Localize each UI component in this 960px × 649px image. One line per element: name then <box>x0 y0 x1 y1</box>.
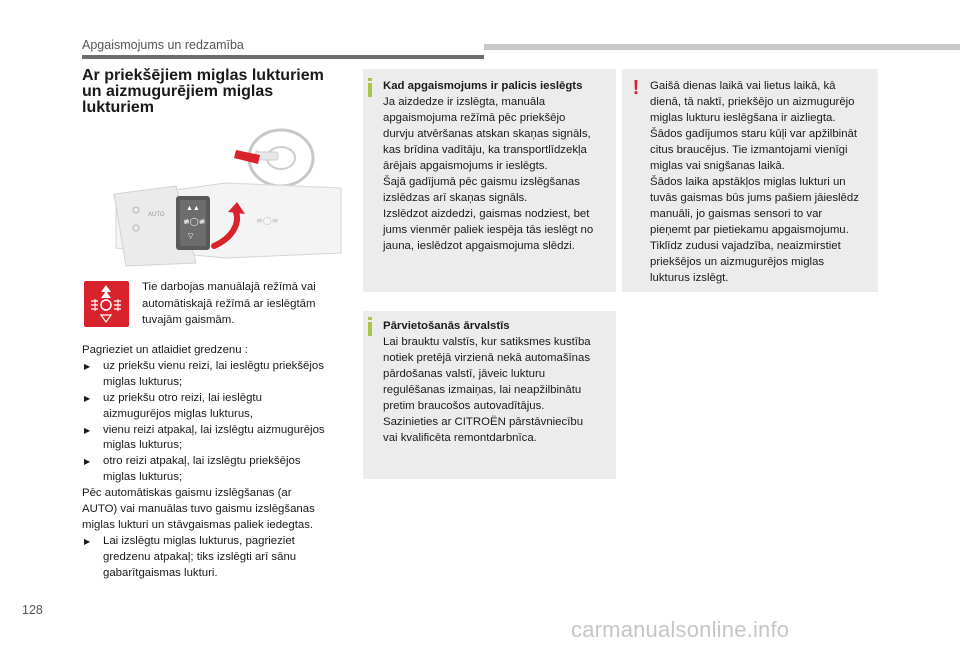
paragraph-line: miglas lukturi un stāvgaismas paliek iedegtas. <box>82 518 314 531</box>
instructions-body <box>82 343 354 582</box>
paragraph-line: AUTO) vai manuālas tuvo gaismu izslēgšanas <box>82 503 315 516</box>
square-arrow-bullet-icon: ▶ <box>84 393 91 403</box>
heading-line: Ar priekšējiem miglas lukturiem <box>82 67 324 84</box>
page-heading <box>82 68 352 116</box>
svg-text:≢◯≢: ≢◯≢ <box>183 217 206 226</box>
info-icon-bar <box>368 83 372 97</box>
info-box-title: Pārvietošanās ārvalstīs <box>383 320 510 332</box>
square-arrow-bullet-icon: ▶ <box>84 457 91 467</box>
info-icon <box>368 78 372 81</box>
square-arrow-bullet-icon: ▶ <box>84 536 91 546</box>
list-item: ▶ uz priekšu otro reizi, lai ieslēgtu aizmugurējos miglas lukturus, <box>84 391 262 420</box>
fog-lights-icon <box>84 281 129 327</box>
section-title: Apgaismojums un redzamība <box>82 38 244 52</box>
header-rule-light <box>484 44 960 50</box>
page-number: 128 <box>22 603 43 617</box>
header-rule-dark <box>82 55 484 59</box>
info-icon-bar <box>368 322 372 336</box>
info-box-2-text: Pārvietošanās ārvalstīs Lai brauktu valstīs, kur satiksmes kustība notiek pretējā virzienā nekā automašīnas pārdošanas valstī, jāveic lukturu regulēšanas izmaiņas, lai neapžilbinātu pretim braucošos autovadītājus. Sazinieties ar CITROËN pārstāvniecību vai kvalificēta remontdarbnīca. <box>383 320 591 444</box>
stalk-auto-label: AUTO <box>148 212 165 218</box>
list-item: ▶ uz priekšu vienu reizi, lai ieslēgtu priekšējos miglas lukturus; <box>84 359 324 388</box>
square-arrow-bullet-icon: ▶ <box>84 361 91 371</box>
tip-line: tuvajām gaismām. <box>142 314 235 327</box>
lighting-stalk-illustration <box>106 128 351 268</box>
paragraph-line: Pēc automātiskas gaismu izslēgšanas (ar <box>82 487 292 500</box>
square-arrow-bullet-icon: ▶ <box>84 425 91 435</box>
list-item: ▶ Lai izslēgtu miglas lukturus, pagrieziet gredzenu atpakaļ; tiks izslēgti arī sānu gabarītgaismas lukturi. <box>84 534 297 579</box>
exclamation-icon: ! <box>632 77 640 99</box>
watermark: carmanualsonline.info <box>571 617 790 642</box>
tip-line: automātiskajā režīmā ar ieslēgtām <box>142 297 316 310</box>
heading-line: un aizmugurējiem miglas <box>82 83 274 100</box>
info-box-1-text: Kad apgaismojums ir palicis ieslēgts Ja aizdedze ir izslēgta, manuāla apgaismojuma režīmā pēc priekšējo durvju atvēršanas atskan skaņas signāls, kas brīdina vadītāju, ka transportlīdzekļa ārējais apgaismojums ir ieslēgts. Šajā gadījumā pēc gaismu izslēgšanas izslēdzas arī skaņas signāls. Izslēdzot aizdedzi, gaismas nodziest, bet jums vienmēr paliek iespēja tās ieslēgt no jauna, ieslēdzot apgaismojuma slēdzi. <box>383 80 594 252</box>
fog-lights-tip <box>142 279 352 329</box>
svg-text:▲▲: ▲▲ <box>186 205 200 212</box>
instructions-intro: Pagrieziet un atlaidiet gredzenu : <box>82 344 248 356</box>
list-item: ▶ otro reizi atpakaļ, lai izslēgtu priekšējos miglas lukturus; <box>84 455 301 484</box>
warning-box-text: Gaišā dienas laikā vai lietus laikā, kā dienā, tā naktī, priekšējo un aizmugurējo miglas lukturu ieslēgšana ir aizliegta. Šādos gadījumos staru kūļi var apžilbināt citus braucējus. Tie izmantojami vienīgi miglas vai snigšanas laikā. Šādos laika apstākļos miglas lukturi un tuvās gaismas būs jums pašiem jāieslēdz manuāli, jo gaismas sensori to var pieņemt par pietiekamu apgaismojumu. Tiklīdz zudusi vajadzība, neaizmirstiet priekšējos un aizmugurējos miglas lukturus izslēgt. <box>650 80 859 284</box>
svg-text:≡◯≡: ≡◯≡ <box>256 216 279 225</box>
svg-text:▽: ▽ <box>188 232 194 240</box>
heading-line: lukturiem <box>82 99 155 116</box>
info-box-title: Kad apgaismojums ir palicis ieslēgts <box>383 80 583 92</box>
info-icon <box>368 317 372 320</box>
tip-line: Tie darbojas manuālajā režīmā vai <box>142 281 316 293</box>
list-item: ▶ vienu reizi atpakaļ, lai izslēgtu aizmugurējos miglas lukturus; <box>84 423 325 452</box>
